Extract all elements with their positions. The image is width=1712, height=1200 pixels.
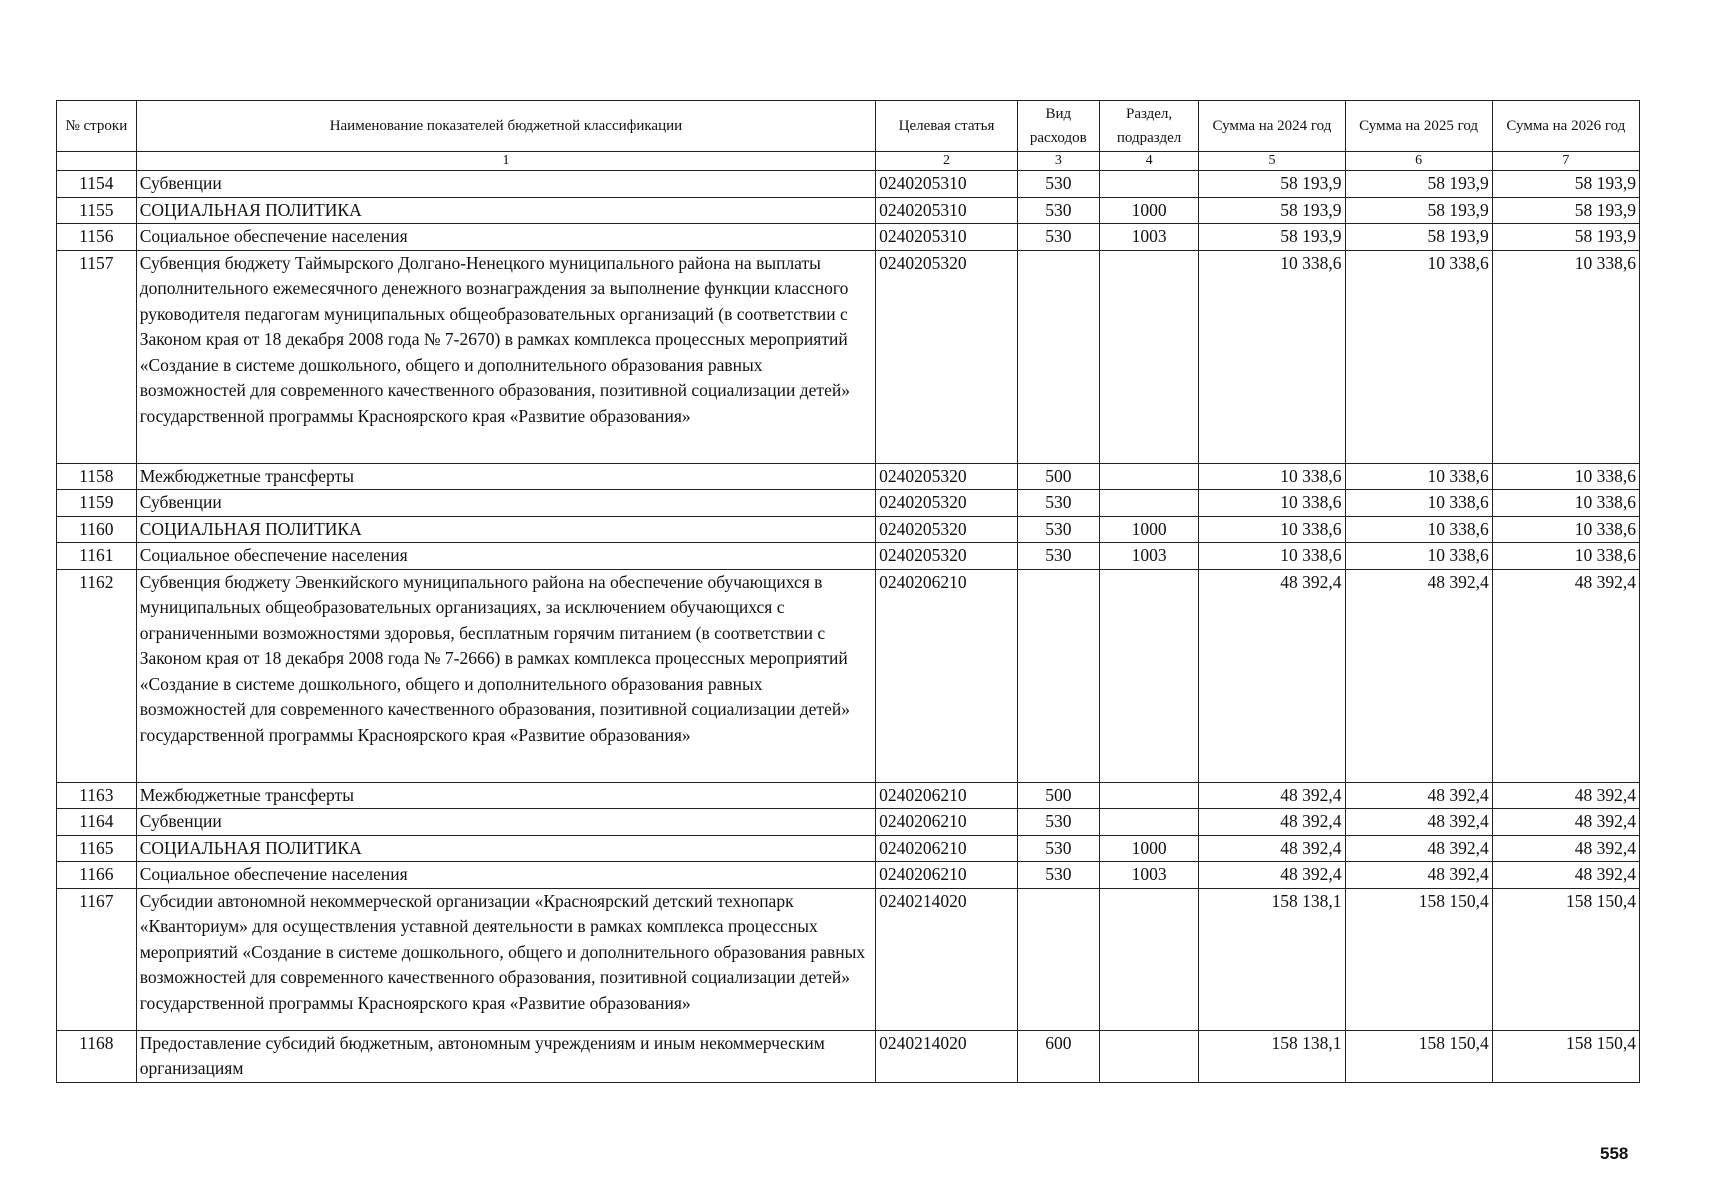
section-cell [1099,569,1199,782]
target-code-cell: 0240205310 [876,224,1018,251]
target-code-cell: 0240205320 [876,490,1018,517]
sum-2024-cell: 10 338,6 [1199,250,1345,463]
target-code-cell: 0240205320 [876,543,1018,570]
name-cell: СОЦИАЛЬНАЯ ПОЛИТИКА [136,516,875,543]
sum-2026-cell: 48 392,4 [1492,835,1639,862]
column-number: 6 [1345,152,1492,171]
sum-2024-cell: 58 193,9 [1199,171,1345,198]
target-code-cell: 0240205310 [876,171,1018,198]
column-number [57,152,137,171]
sum-2026-cell: 58 193,9 [1492,171,1639,198]
sum-2025-cell: 48 392,4 [1345,835,1492,862]
name-cell: Субсидии автономной некоммерческой организации «Красноярский детский технопарк «Кванториум» для осуществления уставной деятельности в рамках комплекса процессных мероприятий «Создание в системе дошкольного, общего и дополнительного образования равных возможностей для современного качественного образования, позитивной социализации детей» государственной программы Красноярского края «Развитие образования» [136,888,875,1030]
section-cell: 1003 [1099,543,1199,570]
sum-2025-cell: 10 338,6 [1345,543,1492,570]
sum-2026-cell: 10 338,6 [1492,543,1639,570]
name-cell: Межбюджетные трансферты [136,782,875,809]
target-code-cell: 0240206210 [876,862,1018,889]
sum-2026-cell: 158 150,4 [1492,1030,1639,1082]
name-cell: Субвенция бюджету Таймырского Долгано-Ненецкого муниципального района на выплаты дополнительного ежемесячного денежного вознаграждения за выполнение функции классного руководителя педагогам муниципальных общеобразовательных организаций (в соответствии с Законом края от 18 декабря 2008 года № 7-2670) в рамках комплекса процессных мероприятий «Создание в системе дошкольного, общего и дополнительного образования равных возможностей для современного качественного образования, позитивной социализации детей» государственной программы Красноярского края «Развитие образования» [136,250,875,463]
row-number-cell: 1154 [57,171,137,198]
expense-type-cell [1017,888,1099,1030]
section-cell [1099,888,1199,1030]
section-cell [1099,1030,1199,1082]
row-number-cell: 1155 [57,197,137,224]
table-row [57,862,1640,889]
name-cell: Субвенция бюджету Эвенкийского муниципального района на обеспечение обучающихся в муниципальных общеобразовательных организациях, за исключением обучающихся с ограниченными возможностями здоровья, бесплатным горячим питанием (в соответствии с Законом края от 18 декабря 2008 года № 7-2666) в рамках комплекса процессных мероприятий «Создание в системе дошкольного, общего и дополнительного образования равных возможностей для современного качественного образования, позитивной социализации детей» государственной программы Красноярского края «Развитие образования» [136,569,875,782]
name-cell: Субвенции [136,809,875,836]
target-code-cell: 0240205320 [876,516,1018,543]
expense-type-cell: 530 [1017,171,1099,198]
row-number-cell: 1158 [57,463,137,490]
column-number: 2 [876,152,1018,171]
target-code-cell: 0240214020 [876,888,1018,1030]
header-sum-2025: Сумма на 2025 год [1345,101,1492,152]
expense-type-cell: 530 [1017,516,1099,543]
expense-type-cell [1017,569,1099,782]
sum-2024-cell: 58 193,9 [1199,197,1345,224]
expense-type-cell: 600 [1017,1030,1099,1082]
row-number-cell: 1163 [57,782,137,809]
sum-2025-cell: 48 392,4 [1345,809,1492,836]
sum-2026-cell: 10 338,6 [1492,463,1639,490]
column-number: 4 [1099,152,1199,171]
name-cell: Субвенции [136,490,875,517]
sum-2024-cell: 158 138,1 [1199,888,1345,1030]
row-number-cell: 1168 [57,1030,137,1082]
section-cell [1099,171,1199,198]
target-code-cell: 0240206210 [876,835,1018,862]
expense-type-cell: 530 [1017,197,1099,224]
sum-2024-cell: 48 392,4 [1199,835,1345,862]
row-number-cell: 1162 [57,569,137,782]
sum-2025-cell: 10 338,6 [1345,490,1492,517]
page-number: 558 [1600,1144,1629,1163]
expense-type-cell [1017,250,1099,463]
expense-type-cell: 530 [1017,835,1099,862]
sum-2024-cell: 10 338,6 [1199,463,1345,490]
name-cell: Субвенции [136,171,875,198]
table-row [57,569,1640,782]
sum-2026-cell: 48 392,4 [1492,809,1639,836]
section-cell: 1000 [1099,197,1199,224]
sum-2024-cell: 58 193,9 [1199,224,1345,251]
name-cell: СОЦИАЛЬНАЯ ПОЛИТИКА [136,835,875,862]
header-sum-2024: Сумма на 2024 год [1199,101,1345,152]
column-number: 7 [1492,152,1639,171]
row-number-cell: 1159 [57,490,137,517]
sum-2025-cell: 58 193,9 [1345,171,1492,198]
target-code-cell: 0240205320 [876,463,1018,490]
expense-type-cell: 500 [1017,463,1099,490]
section-cell [1099,809,1199,836]
sum-2025-cell: 58 193,9 [1345,224,1492,251]
expense-type-cell: 530 [1017,809,1099,836]
sum-2026-cell: 10 338,6 [1492,516,1639,543]
column-number-row [57,152,1640,171]
sum-2026-cell: 10 338,6 [1492,250,1639,463]
section-cell [1099,463,1199,490]
row-number-cell: 1166 [57,862,137,889]
row-number-cell: 1160 [57,516,137,543]
table-row [57,171,1640,198]
sum-2025-cell: 48 392,4 [1345,862,1492,889]
sum-2025-cell: 48 392,4 [1345,569,1492,782]
sum-2026-cell: 48 392,4 [1492,782,1639,809]
sum-2026-cell: 48 392,4 [1492,862,1639,889]
expense-type-cell: 530 [1017,490,1099,517]
sum-2025-cell: 10 338,6 [1345,250,1492,463]
sum-2026-cell: 58 193,9 [1492,224,1639,251]
table-row [57,835,1640,862]
section-cell [1099,250,1199,463]
column-number: 5 [1199,152,1345,171]
header-row-no: № строки [57,101,137,152]
sum-2024-cell: 10 338,6 [1199,516,1345,543]
table-row [57,197,1640,224]
section-cell: 1003 [1099,224,1199,251]
header-target: Целевая статья [876,101,1018,152]
header-section: Раздел, подраздел [1099,101,1199,152]
sum-2025-cell: 58 193,9 [1345,197,1492,224]
table-row [57,543,1640,570]
sum-2024-cell: 48 392,4 [1199,569,1345,782]
header-row [57,101,1640,152]
table-row [57,1030,1640,1082]
sum-2025-cell: 10 338,6 [1345,463,1492,490]
row-number-cell: 1161 [57,543,137,570]
section-cell: 1003 [1099,862,1199,889]
row-number-cell: 1165 [57,835,137,862]
header-name: Наименование показателей бюджетной классификации [136,101,875,152]
target-code-cell: 0240206210 [876,809,1018,836]
table-row [57,516,1640,543]
table-row [57,250,1640,463]
sum-2024-cell: 10 338,6 [1199,490,1345,517]
name-cell: Предоставление субсидий бюджетным, автономным учреждениям и иным некоммерческим организациям [136,1030,875,1082]
table-row [57,888,1640,1030]
expense-type-cell: 530 [1017,224,1099,251]
row-number-cell: 1164 [57,809,137,836]
sum-2025-cell: 158 150,4 [1345,888,1492,1030]
sum-2025-cell: 10 338,6 [1345,516,1492,543]
sum-2024-cell: 158 138,1 [1199,1030,1345,1082]
expense-type-cell: 500 [1017,782,1099,809]
header-sum-2026: Сумма на 2026 год [1492,101,1639,152]
name-cell: СОЦИАЛЬНАЯ ПОЛИТИКА [136,197,875,224]
table-row [57,782,1640,809]
sum-2026-cell: 10 338,6 [1492,490,1639,517]
sum-2025-cell: 158 150,4 [1345,1030,1492,1082]
sum-2024-cell: 48 392,4 [1199,809,1345,836]
budget-classification-table [56,100,1640,1083]
sum-2025-cell: 48 392,4 [1345,782,1492,809]
sum-2026-cell: 48 392,4 [1492,569,1639,782]
table-row [57,809,1640,836]
target-code-cell: 0240214020 [876,1030,1018,1082]
row-number-cell: 1167 [57,888,137,1030]
section-cell: 1000 [1099,516,1199,543]
table-body [57,171,1640,1083]
table-row [57,490,1640,517]
sum-2026-cell: 158 150,4 [1492,888,1639,1030]
sum-2024-cell: 48 392,4 [1199,862,1345,889]
section-cell: 1000 [1099,835,1199,862]
row-number-cell: 1157 [57,250,137,463]
name-cell: Социальное обеспечение населения [136,224,875,251]
column-number: 1 [136,152,875,171]
name-cell: Социальное обеспечение населения [136,862,875,889]
sum-2026-cell: 58 193,9 [1492,197,1639,224]
target-code-cell: 0240206210 [876,569,1018,782]
table-row [57,224,1640,251]
section-cell [1099,490,1199,517]
expense-type-cell: 530 [1017,543,1099,570]
column-number: 3 [1017,152,1099,171]
section-cell [1099,782,1199,809]
header-expense-type: Вид расходов [1017,101,1099,152]
target-code-cell: 0240205310 [876,197,1018,224]
sum-2024-cell: 10 338,6 [1199,543,1345,570]
table-row [57,463,1640,490]
expense-type-cell: 530 [1017,862,1099,889]
name-cell: Межбюджетные трансферты [136,463,875,490]
sum-2024-cell: 48 392,4 [1199,782,1345,809]
target-code-cell: 0240206210 [876,782,1018,809]
name-cell: Социальное обеспечение населения [136,543,875,570]
row-number-cell: 1156 [57,224,137,251]
target-code-cell: 0240205320 [876,250,1018,463]
